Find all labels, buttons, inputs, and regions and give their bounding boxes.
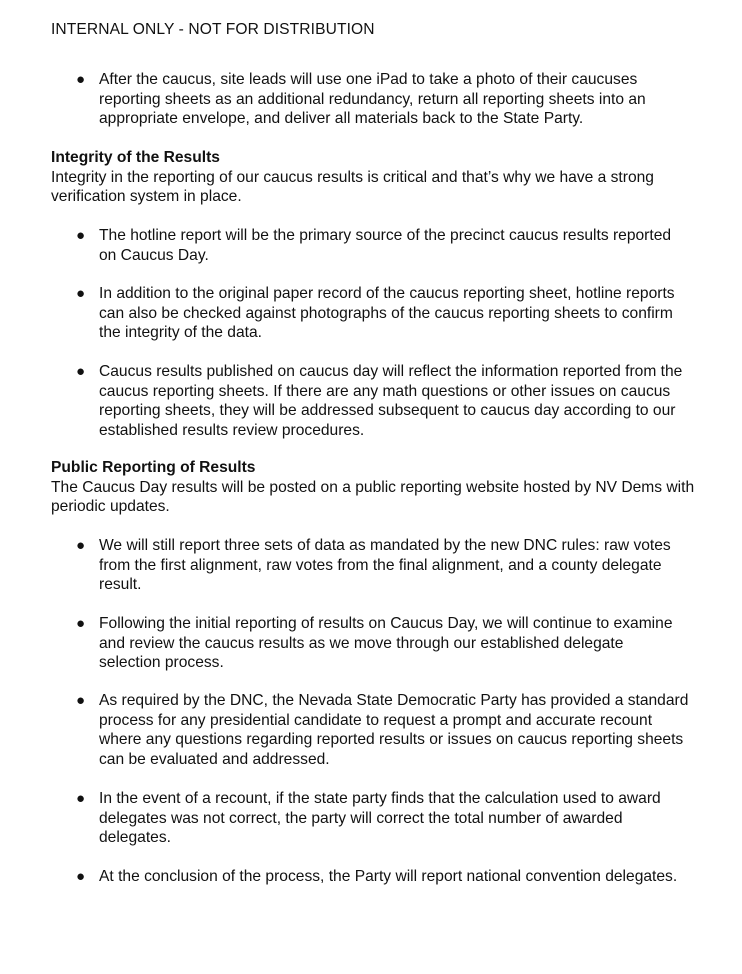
section-intro: Integrity in the reporting of our caucus results is critical and that’s why we have a strong verification system in place. — [51, 168, 654, 205]
list-item-text: In addition to the original paper record of the caucus reporting sheet, hotline reports can also be checked against photographs of the caucus reporting sheets to confirm the integrity of the data. — [99, 285, 675, 341]
bullet-icon: ● — [76, 363, 86, 380]
bullet-icon: ● — [76, 285, 86, 302]
list-item-text: We will still report three sets of data as mandated by the new DNC rules: raw votes from the first alignment, raw votes from the final alignment, and a county delegate result. — [99, 537, 671, 593]
section-heading: Public Reporting of Results — [51, 459, 256, 476]
integrity-section — [51, 148, 701, 207]
bullet-icon: ● — [76, 692, 86, 709]
public-reporting-section — [51, 458, 701, 517]
list-item-text: Caucus results published on caucus day will reflect the information reported from the caucus reporting sheets. If there are any math questions or other issues on caucus reporting sheets, they will be addressed subsequent to caucus day according to our established results review procedures. — [99, 363, 683, 439]
bullet-icon: ● — [76, 71, 86, 88]
bullet-icon: ● — [76, 868, 86, 885]
list-item-text: The hotline report will be the primary source of the precinct caucus results reported on Caucus Day. — [99, 227, 672, 264]
section-heading: Integrity of the Results — [51, 149, 220, 166]
list-item-text: After the caucus, site leads will use one iPad to take a photo of their caucuses reporting sheets as an additional redundancy, return all reporting sheets into an appropriate envelope, and deliver all materials back to the State Party. — [99, 71, 646, 127]
section-intro: The Caucus Day results will be posted on a public reporting website hosted by NV Dems with periodic updates. — [51, 478, 695, 515]
bullet-icon: ● — [76, 615, 86, 632]
list-item-text: At the conclusion of the process, the Party will report national convention delegates. — [99, 868, 678, 885]
bullet-icon: ● — [76, 227, 86, 244]
list-item-text: Following the initial reporting of results on Caucus Day, we will continue to examine and review the caucus results as we move through our established delegate selection process. — [99, 615, 673, 671]
bullet-icon: ● — [76, 790, 86, 807]
confidentiality-header: INTERNAL ONLY - NOT FOR DISTRIBUTION — [51, 21, 375, 38]
bullet-icon: ● — [76, 537, 86, 554]
list-item-text: In the event of a recount, if the state party finds that the calculation used to award delegates was not correct, the party will correct the total number of awarded delegates. — [99, 790, 661, 846]
list-item-text: As required by the DNC, the Nevada State Democratic Party has provided a standard process for any presidential candidate to request a prompt and accurate recount where any questions regarding reported results or issues on caucus reporting sheets can be evaluated and addressed. — [99, 692, 689, 768]
